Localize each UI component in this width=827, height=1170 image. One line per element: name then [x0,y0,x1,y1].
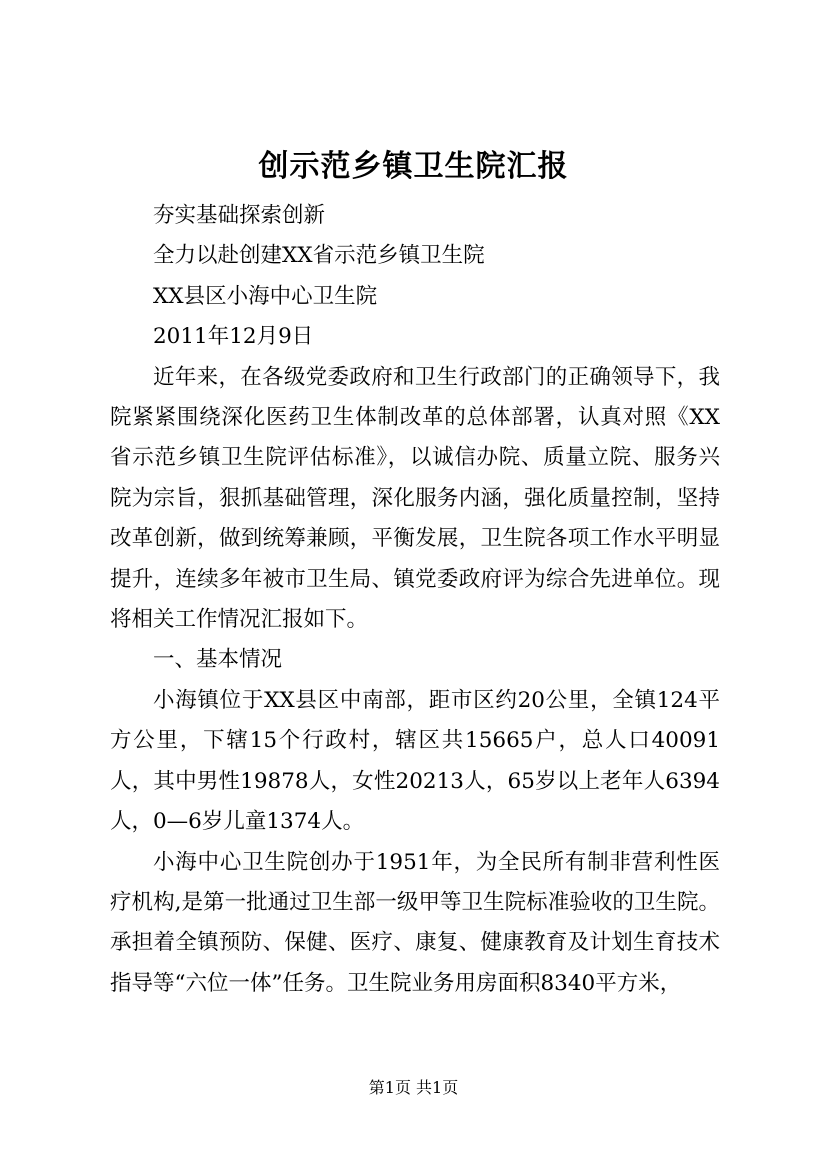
paragraph-organization: XX县区小海中心卫生院 [153,283,378,309]
document-body [110,196,720,1004]
section-heading-basic-info: 一、基本情况 [153,647,283,673]
paragraph-date: 2011年12月9日 [153,324,314,350]
document-title: 创示范乡镇卫生院汇报 [258,149,569,184]
paragraph-subtitle-1: 夯实基础探索创新 [153,203,326,228]
paragraph-hospital-info: 小海中心卫生院创办于1951年，为全民所有制非营利性医疗机构,是第一批通过卫生部一级甲等卫生院标准验收的卫生院。承担着全镇预防、保健、医疗、康复、健康教育及计划生育技术指导等“六位一体”任务。卫生院业务用房面积8340平方米， [110,849,720,996]
paragraph-introduction: 近年来，在各级党委政府和卫生行政部门的正确领导下，我院紧紧围绕深化医药卫生体制改革的总体部署，认真对照《XX省示范乡镇卫生院评估标准》，以诚信办院、质量立院、服务兴院为宗旨，狠抓基础管理，深化服务内涵，强化质量控制，坚持改革创新，做到统筹兼顾，平衡发展，卫生院各项工作水平明显提升，连续多年被市卫生局、镇党委政府评为综合先进单位。现将相关工作情况汇报如下。 [110,364,720,633]
paragraph-subtitle-2: 全力以赴创建XX省示范乡镇卫生院 [153,243,485,269]
paragraph-town-info: 小海镇位于XX县区中南部，距市区约20公里，全镇124平方公里，下辖15个行政村，辖区共15665户，总人口40091人，其中男性19878人，女性20213人，65岁以上老年人6394人，0—6岁儿童1374人。 [110,687,720,835]
page-footer: 第1页 共1页 [368,1078,459,1097]
